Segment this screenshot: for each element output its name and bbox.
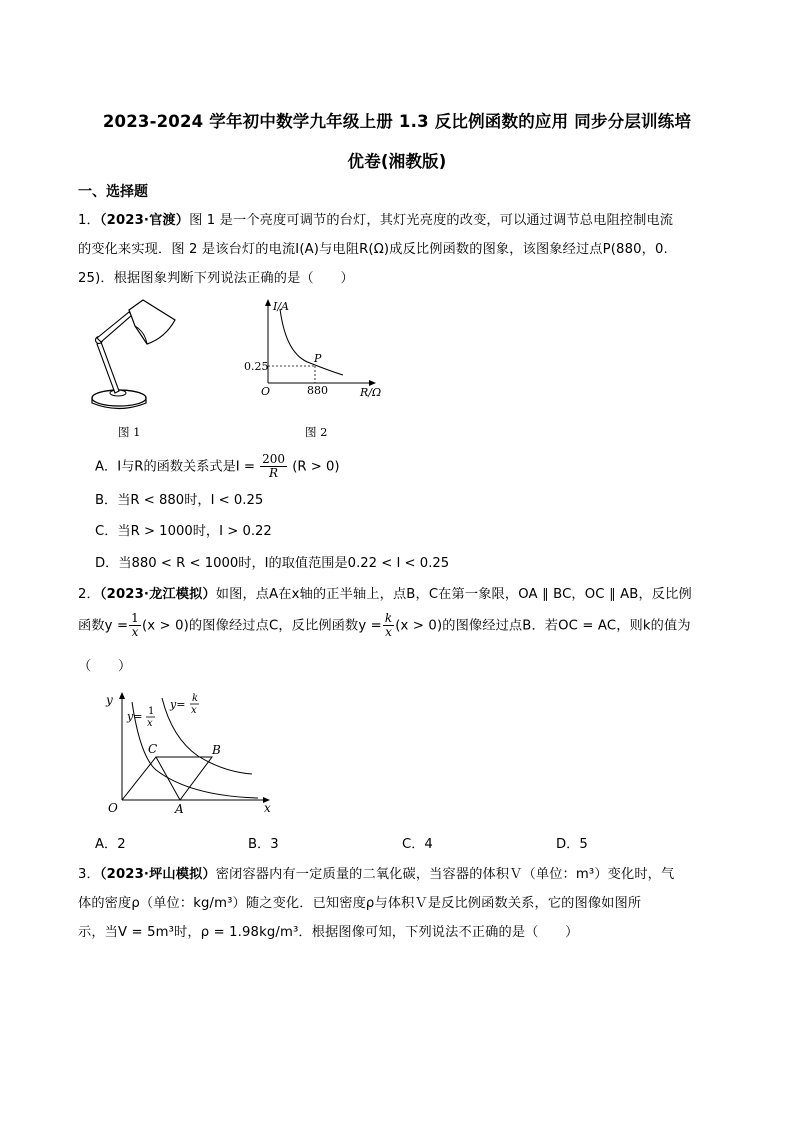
fraction-denominator: x	[385, 625, 393, 639]
title-line-2: 优卷(湘教版)	[347, 152, 447, 171]
fraction-denominator: x	[131, 625, 139, 639]
q2-fraction-2	[383, 612, 394, 639]
q2-option-a: A．2	[95, 837, 126, 852]
q1-option-c: C．当R > 1000时，I > 0.22	[95, 524, 272, 539]
q2-option-b: B．3	[248, 837, 279, 852]
q1-line-3: 25)．根据图象判断下列说法正确的是（ ）	[78, 271, 354, 286]
fraction-numerator: k	[384, 611, 393, 625]
q1-text-1: 图 1 是一个亮度可调节的台灯，其灯光亮度的改变，可以通过调节总电阻控制电流	[189, 213, 674, 228]
q2-source: （2023·龙江模拟）	[99, 587, 216, 602]
fraction-numerator: 1	[131, 611, 139, 625]
curve1-label-den: x	[147, 718, 153, 729]
q2-number: 2．	[78, 587, 100, 602]
curve1-label-num: 1	[148, 706, 155, 717]
q2-point-c-label: C	[148, 742, 158, 756]
q1-option-a-text: A．I与R的函数关系式是I =	[95, 459, 255, 475]
q2-text-2b: (x > 0)的图像经过点C，反比例函数y =	[141, 618, 382, 634]
q3-line-2: 体的密度ρ（单位：kg/m³）随之变化．已知密度ρ与体积Ｖ是反比例函数关系，它的图像如图所	[78, 896, 642, 911]
fraction-denominator: R	[269, 466, 279, 480]
curve2-label-prefix: y=	[170, 698, 186, 711]
q3-line-1	[78, 863, 674, 882]
q2-text-2a: 函数y =	[78, 618, 129, 634]
section-heading: 一、选择题	[78, 184, 148, 200]
graph-origin-label: O	[261, 385, 271, 398]
q2-fraction-1	[129, 612, 141, 639]
q1-line-2: 的变化来实现．图 2 是该台灯的电流I(A)与电阻R(Ω)成反比例函数的图象，该图象经过点P(880，0.	[78, 242, 668, 257]
desk-lamp-figure	[85, 298, 195, 413]
graph-r-axis-label: R/Ω	[360, 386, 382, 399]
q2-line-3: （ ）	[78, 659, 132, 674]
q3-line-3: 示，当V = 5m³时，ρ = 1.98kg/m³．根据图像可知，下列说法不正确的是（ ）	[78, 925, 579, 940]
q1-option-a	[95, 453, 340, 480]
fig2-caption: 图 2	[305, 425, 328, 439]
q2-text-2c: (x > 0)的图像经过点B．若OC = AC，则k的值为	[395, 618, 691, 634]
q3-text-1: 密闭容器内有一定质量的二氧化碳，当容器的体积Ｖ（单位：m³）变化时，气	[215, 867, 675, 882]
curve1-label-prefix: y=	[127, 710, 143, 723]
q1-option-b: B．当R < 880时，I < 0.25	[95, 493, 264, 508]
q1-source: （2023·官渡）	[99, 213, 190, 228]
graph-y-tick-label: 0.25	[244, 360, 269, 373]
q1-option-a-fraction	[260, 453, 287, 480]
q2-x-axis-label: x	[264, 801, 271, 813]
q2-point-b-label: B	[212, 743, 221, 757]
q2-text-1: 如图，点A在x轴的正半轴上，点B，C在第一象限，OA ∥ BC，OC ∥ AB，反比例	[215, 587, 692, 602]
fig1-caption: 图 1	[118, 425, 141, 439]
fraction-numerator: 200	[262, 452, 286, 466]
q1-option-a-condition: (R > 0)	[292, 459, 340, 475]
q2-y-axis-label: y	[106, 693, 113, 707]
curve2-label-num: k	[192, 693, 199, 704]
q2-option-c: C．4	[402, 837, 433, 852]
title-line-1: 2023-2024 学年初中数学九年级上册 1.3 反比例函数的应用 同步分层训练培	[102, 112, 692, 131]
current-resistance-graph	[240, 295, 390, 405]
q1-option-d: D．当880 < R < 1000时，I的取值范围是0.22 < I < 0.25	[95, 556, 450, 571]
q2-point-a-label: A	[175, 802, 184, 813]
q2-origin-label: O	[108, 801, 118, 813]
reciprocal-graph-q2	[100, 688, 280, 813]
q1-number: 1．	[78, 213, 100, 228]
graph-point-p-label: P	[314, 352, 322, 365]
q3-source: （2023·坪山模拟）	[99, 867, 216, 882]
curve2-label-den: x	[191, 705, 197, 716]
q3-number: 3．	[78, 867, 100, 882]
q2-option-d: D．5	[556, 837, 588, 852]
q2-line-1	[78, 583, 692, 602]
q2-line-2	[78, 612, 691, 639]
graph-i-axis-label: I/A	[273, 300, 289, 313]
graph-x-tick-label: 880	[307, 384, 328, 397]
q1-line-1	[78, 209, 673, 228]
